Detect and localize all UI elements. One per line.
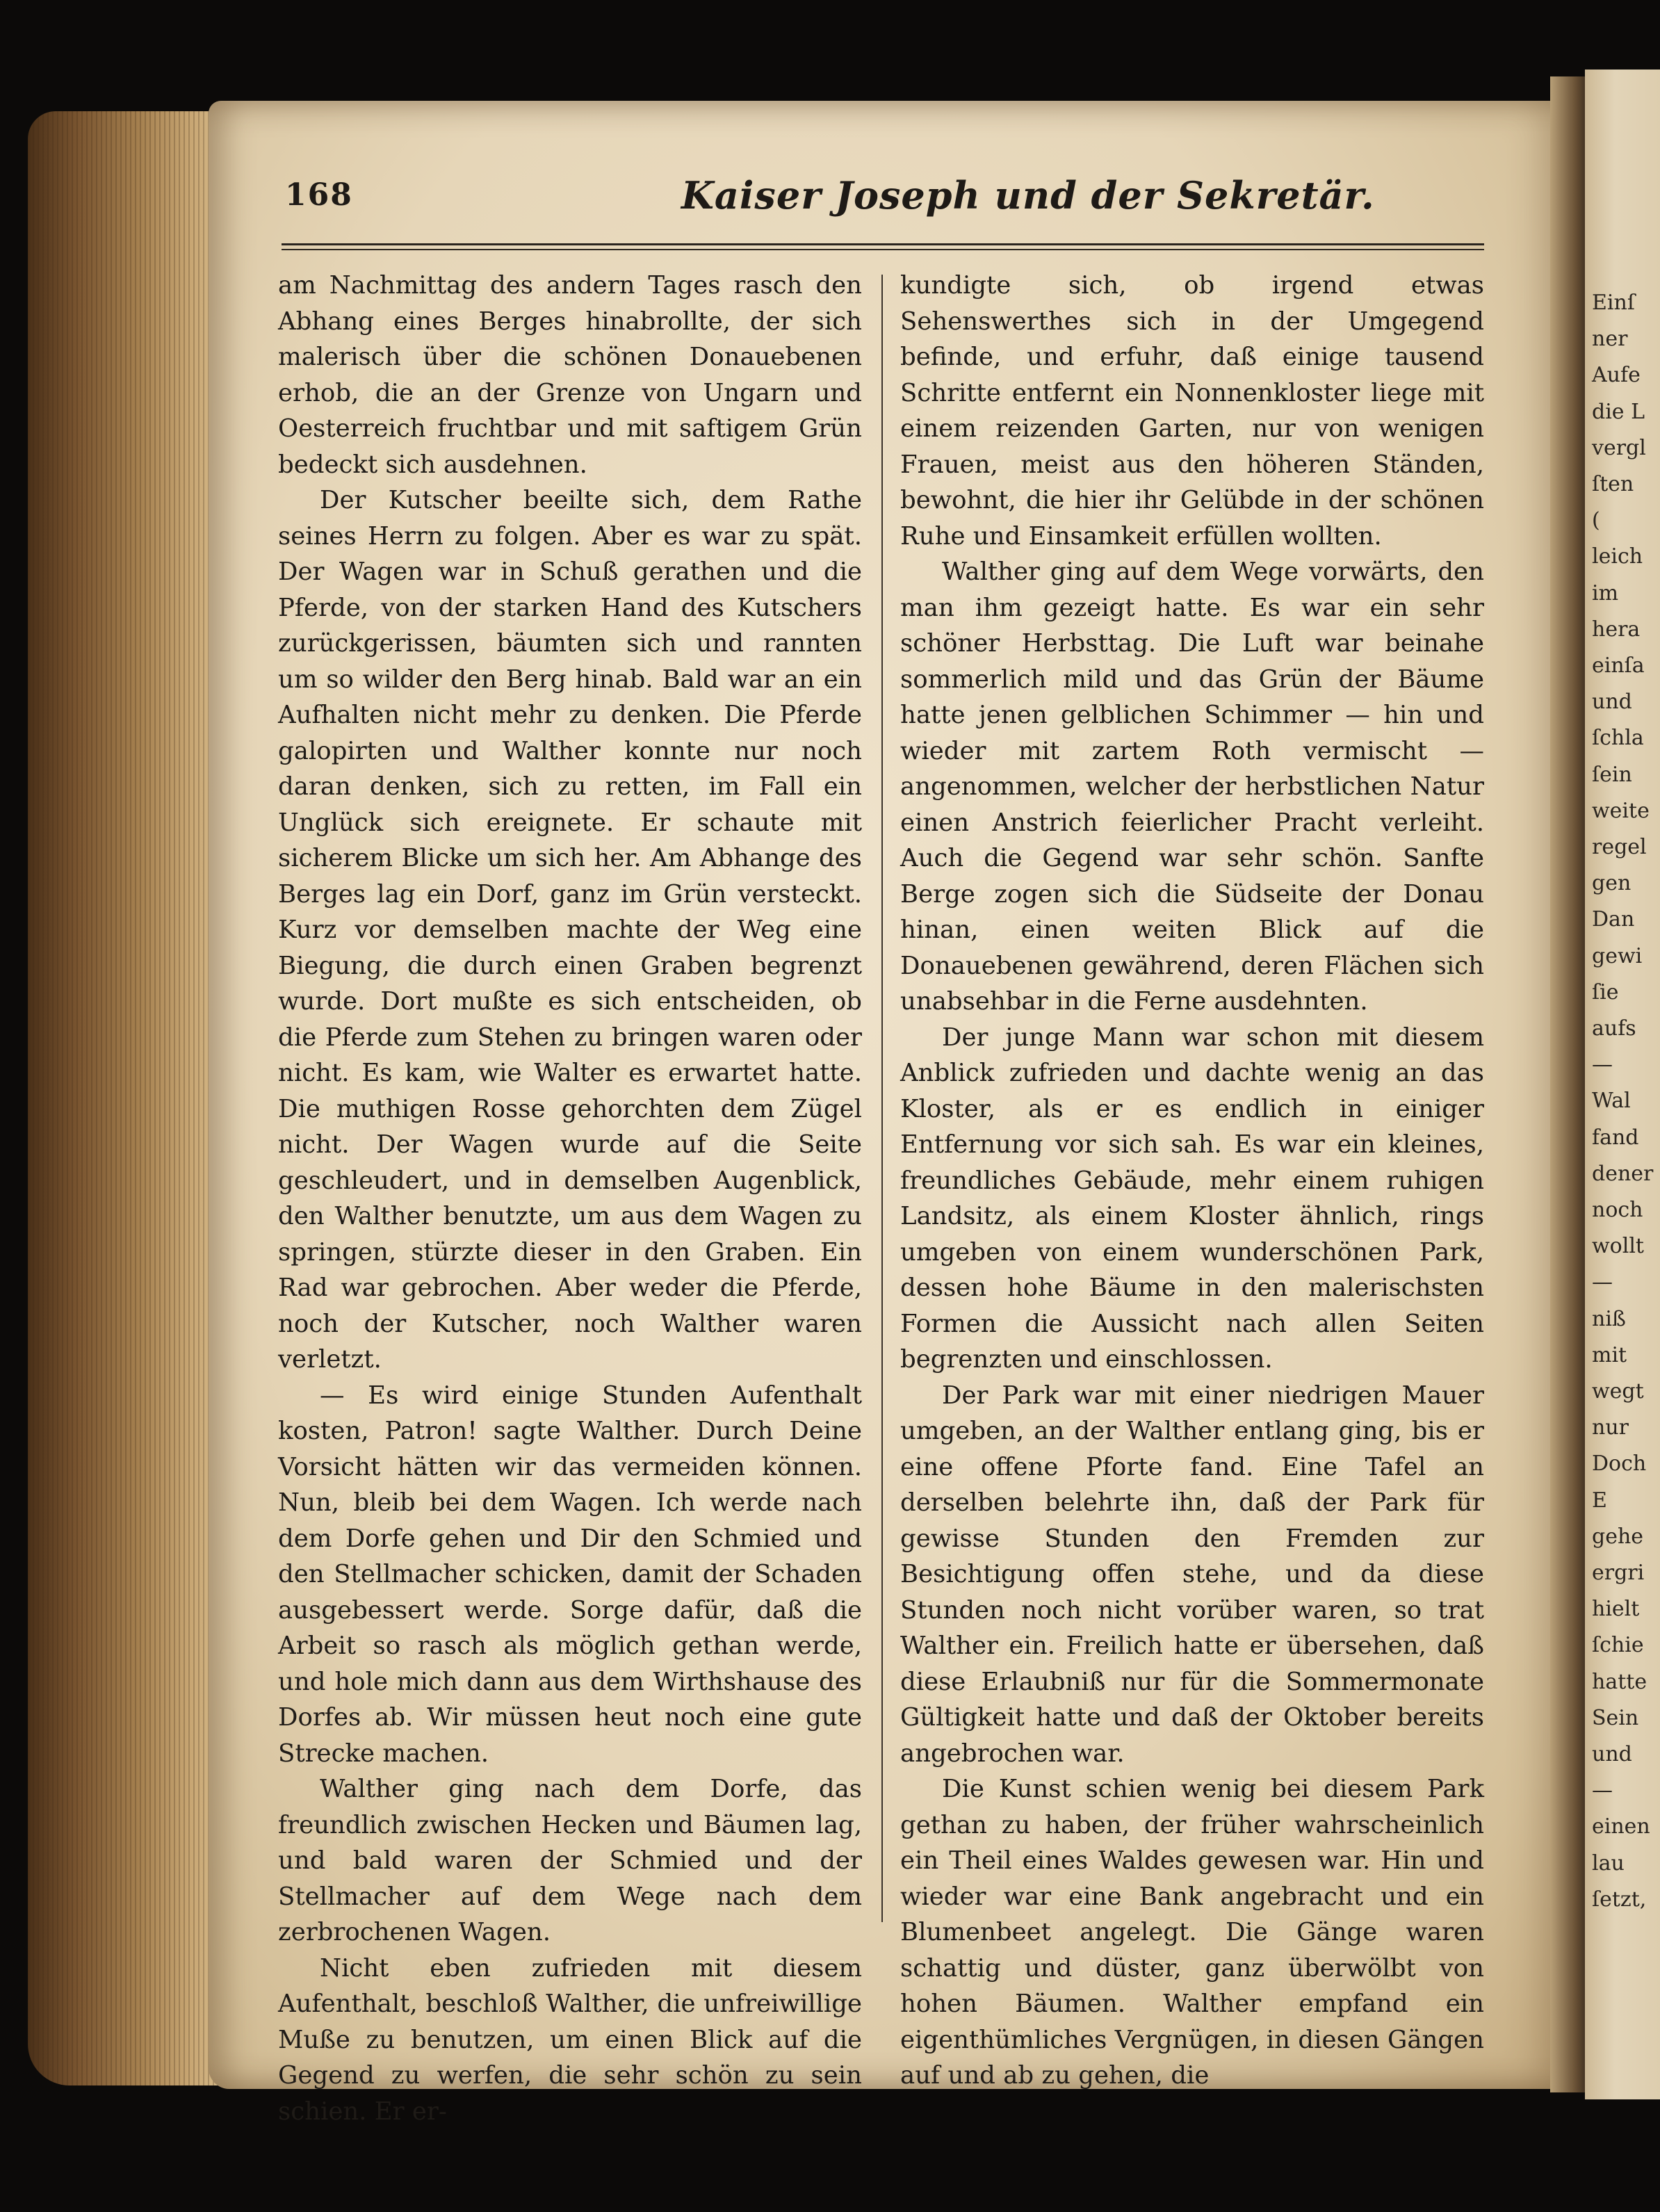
- paragraph: kundigte sich, ob irgend etwas Sehenswerthes sich in der Umgegend befinde, und erfuhr, daß einige tausend Schritte entfernt ein Nonnenkloster liege mit einem reizenden Garten, nur von wenigen Frauen, meist aus den höheren Ständen, bewohnt, die hier ihr Gelübde in der schönen Ruhe und Einsamkeit erfüllen wollten.: [900, 271, 1484, 551]
- paragraph: Der Kutscher beeilte sich, dem Rathe seines Herrn zu folgen. Aber es war zu spät. Der Wagen war in Schuß gerathen und die Pferde, von der starken Hand des Kutschers zurückgerissen, bäumten sich und rannten um so wilder den Berg hinab. Bald war an ein Aufhalten nicht mehr zu denken. Die Pferde galopirten und Walther konnte nur noch daran denken, sich zu retten, im Fall ein Unglück sich ereignete. Er schaute mit sicherem Blicke um sich her. Am Abhange des Berges lag ein Dorf, ganz im Grün versteckt. Kurz vor demselben machte der Weg eine Biegung, die durch einen Graben begrenzt wurde. Dort mußte es sich entscheiden, ob die Pferde zum Stehen zu bringen waren oder nicht. Es kam, wie Walter es erwartet hatte. Die muthigen Rosse gehorchten dem Zügel nicht. Der Wagen wurde auf die Seite geschleudert, und in demselben Augenblick, den Walther benutzte, um aus dem Wagen zu springen, stürzte dieser in den Graben. Ein Rad war gebrochen. Aber weder die Pferde, noch der Kutscher, noch Walther waren verletzt.: [278, 486, 862, 1374]
- facing-page-line: hatte: [1592, 1669, 1647, 1694]
- facing-page-line: niß: [1592, 1306, 1626, 1331]
- facing-page-line: gewi: [1592, 943, 1643, 968]
- facing-page-line: die L: [1592, 399, 1645, 424]
- facing-page-line: Sein: [1592, 1705, 1639, 1730]
- facing-page-line: E: [1592, 1488, 1607, 1513]
- facing-page-line: weite: [1592, 798, 1650, 823]
- paragraph: Nicht eben zufrieden mit diesem Aufenthalt, beschloß Walther, die unfreiwillige Muße zu benutzen, um einen Blick auf die Gegend zu werfen, die sehr schön zu sein schien. Er er-: [278, 1953, 862, 2126]
- facing-page-line: ſein: [1592, 762, 1632, 787]
- facing-page-line: Doch: [1592, 1451, 1647, 1477]
- facing-page-line: Dan: [1592, 907, 1635, 932]
- facing-page-line: ner: [1592, 327, 1628, 352]
- facing-page-line: ſchla: [1592, 726, 1644, 751]
- running-head: Kaiser Joseph und der Sekretär.: [681, 173, 1375, 218]
- facing-page-line: vergl: [1592, 435, 1646, 460]
- paragraph: Der junge Mann war schon mit diesem Anblick zufrieden und dachte wenig an das Kloster, als er es endlich in einiger Entfernung vor sich sah. Es war ein kleines, freundliches Gebäude, mehr einem ruhigen Landsitz, als einem Kloster ähnlich, rings umgeben von einem wunderschönen Park, dessen hohe Bäume in den malerischsten Formen die Aussicht nach allen Seiten begrenzten und einschlossen.: [900, 1023, 1484, 1374]
- facing-page-line: —: [1592, 1270, 1613, 1295]
- facing-page-line: ſetzt,: [1592, 1887, 1647, 1912]
- facing-page-line: fand: [1592, 1125, 1639, 1150]
- page-number: 168: [285, 177, 353, 213]
- facing-page-line: —: [1592, 1778, 1613, 1803]
- facing-page-line: Wal: [1592, 1089, 1631, 1114]
- facing-page-line: dener: [1592, 1161, 1654, 1186]
- right-column: [900, 268, 1484, 2094]
- facing-page-line: ergri: [1592, 1561, 1645, 1585]
- facing-page-line: gehe: [1592, 1524, 1644, 1549]
- facing-page-line: —: [1592, 1052, 1613, 1077]
- left-column: [278, 268, 862, 2129]
- paragraph: Der Park war mit einer niedrigen Mauer umgeben, an der Walther entlang ging, bis er eine offene Pforte fand. Eine Tafel an derselben belehrte ihn, daß der Park für gewisse Stunden den Fremden zur Besichtigung offen stehe, und da diese Stunden noch nicht vorüber waren, so trat Walther ein. Freilich hatte er übersehen, daß diese Erlaubniß nur für die Sommermonate Gültigkeit hatte und daß der Oktober bereits angebrochen war.: [900, 1381, 1484, 1768]
- facing-page-line: gen: [1592, 871, 1631, 896]
- paragraph: Die Kunst schien wenig bei diesem Park gethan zu haben, der früher wahrscheinlich ein Theil eines Waldes gewesen war. Hin und wieder war eine Bank angebracht und ein Blumenbeet angelegt. Die Gänge waren schattig und düster, ganz überwölbt von hohen Bäumen. Walther empfand ein eigenthümliches Vergnügen, in diesen Gängen auf und ab zu gehen, die: [900, 1775, 1484, 2090]
- facing-page-line: aufs: [1592, 1016, 1636, 1041]
- facing-page-line: lau: [1592, 1851, 1625, 1876]
- paragraph: — Es wird einige Stunden Aufenthalt kosten, Patron! sagte Walther. Durch Deine Vorsicht hätten wir das vermeiden können. Nun, bleib bei dem Wagen. Ich werde nach dem Dorfe gehen und Dir den Schmied und den Stellmacher schicken, damit der Schaden ausgebessert werde. Sorge dafür, daß die Arbeit so rasch als möglich gethan werde, und hole mich dann aus dem Wirthshause des Dorfes ab. Wir müssen heut noch eine gute Strecke machen.: [278, 1381, 862, 1768]
- page-header: [278, 173, 1481, 226]
- facing-page-line: mit: [1592, 1342, 1627, 1367]
- facing-page-line: ſchie: [1592, 1633, 1644, 1658]
- facing-page-line: noch: [1592, 1198, 1643, 1222]
- facing-page-line: im: [1592, 580, 1619, 605]
- facing-page-line: und: [1592, 690, 1632, 715]
- facing-page-line: wollt: [1592, 1234, 1644, 1259]
- header-rule: [282, 249, 1484, 250]
- paragraph: am Nachmittag des andern Tages rasch den Abhang eines Berges hinabrollte, der sich malerisch über die schönen Donauebenen erhob, die an der Grenze von Ungarn und Oesterreich fruchtbar und mit saftigem Grün bedeckt sich ausdehnen.: [278, 271, 862, 479]
- book-page-edge: [28, 111, 229, 2085]
- facing-page-line: regel: [1592, 835, 1647, 859]
- facing-page-line: Einſ: [1592, 291, 1635, 315]
- facing-page-fragment: [1585, 70, 1660, 2099]
- paragraph: Walther ging auf dem Wege vorwärts, den man ihm gezeigt hatte. Es war ein sehr schöner Herbsttag. Die Luft war beinahe sommerlich mild und das Grün der Bäume hatte jenen gelblichen Schimmer — hin und wieder mit zartem Roth vermischt — angenommen, welcher der herbstlichen Natur einen Anstrich feierlicher Pracht verleiht. Auch die Gegend war sehr schön. Sanfte Berge zogen sich die Südseite der Donau hinan, einen weiten Blick auf die Donauebenen gewährend, deren Flächen sich unabsehbar in die Ferne ausdehnten.: [900, 558, 1484, 1016]
- facing-page-line: einſa: [1592, 653, 1645, 678]
- facing-page-line: (: [1592, 508, 1600, 533]
- facing-page-line: ſten: [1592, 472, 1634, 496]
- facing-page-line: hielt: [1592, 1597, 1640, 1622]
- facing-page-line: wegt: [1592, 1379, 1644, 1404]
- facing-page-line: nur: [1592, 1415, 1629, 1440]
- facing-page-line: Aufe: [1592, 363, 1641, 388]
- paragraph: Walther ging nach dem Dorfe, das freundlich zwischen Hecken und Bäumen lag, und bald waren der Schmied und der Stellmacher auf dem Wege nach dem zerbrochenen Wagen.: [278, 1775, 862, 1946]
- facing-page-line: hera: [1592, 617, 1641, 642]
- facing-page-line: ſie: [1592, 979, 1619, 1005]
- facing-page-line: einen: [1592, 1814, 1650, 1839]
- column-divider: [881, 275, 883, 1922]
- facing-page-line: und: [1592, 1742, 1632, 1766]
- header-rule: [282, 243, 1484, 245]
- facing-page-line: leich: [1592, 544, 1643, 569]
